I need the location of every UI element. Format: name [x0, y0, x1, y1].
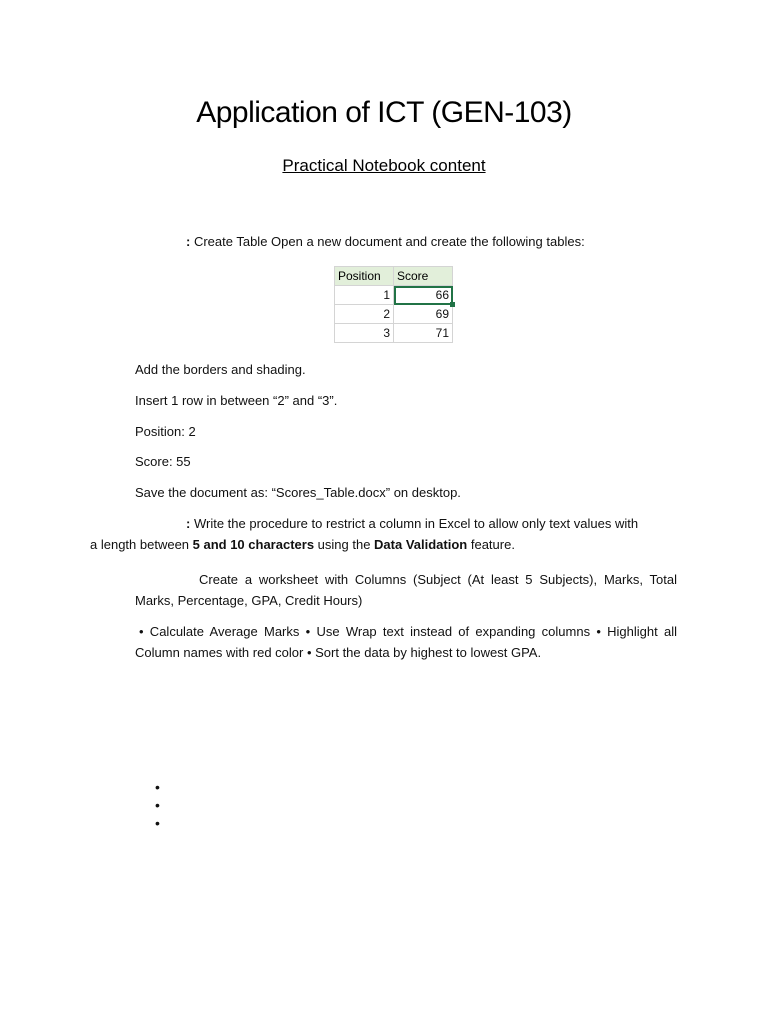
- table-cell-position: 3: [335, 324, 394, 343]
- table-cell-score: 69: [394, 305, 453, 324]
- table-row: [335, 324, 453, 343]
- list-item: •: [155, 797, 160, 813]
- table-cell-position: 2: [335, 305, 394, 324]
- task2-line2: [90, 534, 515, 555]
- task1-marker: :: [186, 234, 191, 249]
- scores-table: [334, 266, 453, 343]
- task4-line2: Column names with red color • Sort the data by highest to lowest GPA.: [135, 645, 542, 660]
- page-subtitle: Practical Notebook content: [282, 156, 486, 175]
- task2-line1: [186, 513, 638, 534]
- page-title: Application of ICT (GEN-103): [196, 96, 572, 129]
- task2-text-pre: a length between: [90, 537, 193, 552]
- list-item: •: [155, 779, 160, 795]
- task3-line1: Create a worksheet with Columns (Subject (At least 5 Subjects), Marks, Total: [199, 572, 677, 587]
- empty-bullet-list: [155, 778, 160, 832]
- instruction-position: Position: 2: [135, 424, 196, 439]
- table-cell-score: 71: [394, 324, 453, 343]
- instruction-save: Save the document as: “Scores_Table.docx” on desktop.: [135, 485, 461, 500]
- table-row: [335, 286, 453, 305]
- instruction-insert-row: Insert 1 row in between “2” and “3”.: [135, 393, 338, 408]
- task1-line: [186, 231, 585, 252]
- table-cell-score-selected: 66: [394, 286, 453, 305]
- task2-text: Write the procedure to restrict a column in Excel to allow only text values with: [190, 516, 639, 531]
- table-cell-position: 1: [335, 286, 394, 305]
- table-header-score: Score: [394, 267, 453, 286]
- table-header-position: Position: [335, 267, 394, 286]
- task2-bold-range: 5 and 10 characters: [192, 537, 315, 552]
- task2-text-mid: using the: [314, 537, 375, 552]
- list-item: •: [155, 815, 160, 831]
- instruction-score: Score: 55: [135, 454, 191, 469]
- task2-bold-feature: Data Validation: [374, 537, 468, 552]
- task3-line2: Marks, Percentage, GPA, Credit Hours): [135, 593, 363, 608]
- task2-text-post: feature.: [467, 537, 515, 552]
- task4-line1: • Calculate Average Marks • Use Wrap text instead of expanding columns • Highlight all: [139, 624, 677, 639]
- instruction-borders: Add the borders and shading.: [135, 362, 306, 377]
- task1-text: Create Table Open a new document and create the following tables:: [190, 234, 585, 249]
- table-row: [335, 305, 453, 324]
- table-header-row: [335, 267, 453, 286]
- task2-marker: :: [186, 516, 191, 531]
